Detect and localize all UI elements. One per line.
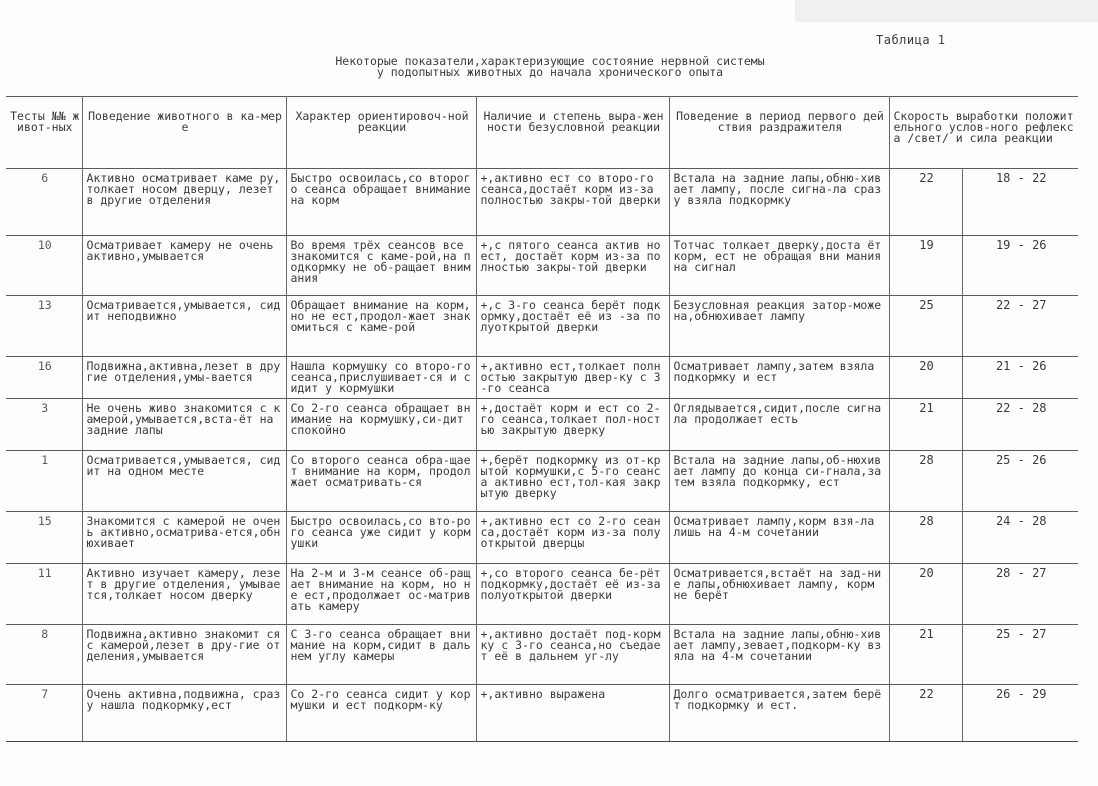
- cell-unconditioned: +,активно выражена: [476, 685, 669, 742]
- cell-first-stimulus: Безусловная реакция затор-можена,обнюхивает лампу: [669, 296, 889, 357]
- cell-force: 22 - 28: [962, 398, 1078, 450]
- cell-unconditioned: +,активно ест со 2-го сеанса,достаёт корм из-за полуоткрытой дверцы: [476, 511, 669, 563]
- header-speed: Скорость выработки положительного услов-ного рефлекса /свет/ и сила реакции: [889, 97, 1078, 169]
- cell-orientation: Со 2-го сеанса обращает внимание на кормушку,си-дит спокойно: [286, 398, 476, 450]
- row-id: 15: [6, 511, 82, 563]
- table-row: [6, 624, 1078, 685]
- cell-first-stimulus: Встала на задние лапы,об-нюхивает лампу до конца си-гнала,затем взяла подкормку, ест: [669, 451, 889, 512]
- cell-speed: 21: [889, 624, 962, 685]
- cell-force: 22 - 27: [962, 296, 1078, 357]
- cell-force: 21 - 26: [962, 356, 1078, 398]
- row-id: 16: [6, 356, 82, 398]
- cell-first-stimulus: Оглядывается,сидит,после сигнала продолжает есть: [669, 398, 889, 450]
- cell-first-stimulus: Осматривает лампу,корм взя-ла лишь на 4-м сочетании: [669, 511, 889, 563]
- table-row: [6, 169, 1078, 236]
- header-unconditioned: Наличие и степень выра-женности безусловной реакции: [476, 97, 669, 169]
- cell-first-stimulus: Встала на задние лапы,обню-хивает лампу,зевает,подкорм-ку взяла на 4-м сочетании: [669, 624, 889, 685]
- cell-force: 24 - 28: [962, 511, 1078, 563]
- cell-unconditioned: +,достаёт корм и ест со 2-го сеанса,толкает пол-ностью закрытую дверку: [476, 398, 669, 450]
- row-id: 1: [6, 451, 82, 512]
- cell-speed: 20: [889, 564, 962, 625]
- table-row: [6, 356, 1078, 398]
- cell-orientation: Со 2-го сеанса сидит у кормушки и ест подкорм-ку: [286, 685, 476, 742]
- cell-first-stimulus: Встала на задние лапы,обню-хивает лампу, после сигна-ла сразу взяла подкормку: [669, 169, 889, 236]
- cell-behavior: Не очень живо знакомится с камерой,умывается,вста-ёт на задние лапы: [82, 398, 286, 450]
- caption-line-2: у подопытных животных до начала хронического опыта: [376, 65, 724, 79]
- cell-unconditioned: +,активно достаёт под-кормку с 3-го сеанса,но съедает её в дальнем уг-лу: [476, 624, 669, 685]
- header-tests: Тесты №№ живот-ных: [6, 97, 82, 169]
- data-table: [6, 96, 1078, 742]
- cell-force: 25 - 26: [962, 451, 1078, 512]
- cell-unconditioned: +,активно ест со второ-го сеанса,достаёт корм из-за полностью закры-той дверки: [476, 169, 669, 236]
- cell-speed: 19: [889, 235, 962, 296]
- cell-first-stimulus: Осматривается,встаёт на зад-ние лапы,обнюхивает лампу, корм не берёт: [669, 564, 889, 625]
- cell-orientation: Обращает внимание на корм,но не ест,продол-жает знакомиться с каме-рой: [286, 296, 476, 357]
- cell-speed: 22: [889, 169, 962, 236]
- header-orientation: Характер ориентировоч-ной реакции: [286, 97, 476, 169]
- cell-orientation: На 2-м и 3-м сеансе об-ращает внимание на корм, но не ест,продолжает ос-матривать камеру: [286, 564, 476, 625]
- cell-speed: 28: [889, 451, 962, 512]
- header-behavior: Поведение животного в ка-мере: [82, 97, 286, 169]
- cell-speed: 22: [889, 685, 962, 742]
- scan-margin: [795, 0, 1098, 22]
- cell-behavior: Подвижна,активна,лезет в другие отделения,умы-вается: [82, 356, 286, 398]
- cell-behavior: Осматривается,умывается, сидит на одном месте: [82, 451, 286, 512]
- row-id: 11: [6, 564, 82, 625]
- row-id: 10: [6, 235, 82, 296]
- cell-speed: 25: [889, 296, 962, 357]
- row-id: 8: [6, 624, 82, 685]
- cell-orientation: Нашла кормушку со второ-го сеанса,прислушивает-ся и сидит у кормушки: [286, 356, 476, 398]
- cell-unconditioned: +,берёт подкормку из от-крытой кормушки,с 5-го сеанса активно ест,тол-кая закрытую дверку: [476, 451, 669, 512]
- row-id: 7: [6, 685, 82, 742]
- table-row: [6, 398, 1078, 450]
- cell-behavior: Осматривает камеру не очень активно,умывается: [82, 235, 286, 296]
- table-number: Таблица 1: [876, 33, 946, 47]
- cell-unconditioned: +,с 3-го сеанса берёт подкормку,достаёт её из -за полуоткрытой дверки: [476, 296, 669, 357]
- cell-force: 26 - 29: [962, 685, 1078, 742]
- cell-behavior: Знакомится с камерой не очень активно,осматрива-ется,обнюхивает: [82, 511, 286, 563]
- cell-speed: 20: [889, 356, 962, 398]
- cell-orientation: Быстро освоилась,со вто-рого сеанса уже сидит у кормушки: [286, 511, 476, 563]
- cell-speed: 21: [889, 398, 962, 450]
- row-id: 6: [6, 169, 82, 236]
- table-body: [6, 169, 1078, 742]
- table-row: [6, 564, 1078, 625]
- cell-orientation: Со второго сеанса обра-щает внимание на корм, продолжает осматривать-ся: [286, 451, 476, 512]
- cell-unconditioned: +,со второго сеанса бе-рёт подкормку,достаёт её из-за полуоткрытой дверки: [476, 564, 669, 625]
- cell-first-stimulus: Долго осматривается,затем берёт подкормку и ест.: [669, 685, 889, 742]
- header-first-stimulus: Поведение в период первого действия раздражителя: [669, 97, 889, 169]
- cell-unconditioned: +,с пятого сеанса актив но ест, достаёт корм из-за полностью закры-той дверки: [476, 235, 669, 296]
- caption-line-1: Некоторые показатели,характеризующие состояние нервной системы: [335, 54, 765, 68]
- table-row: [6, 235, 1078, 296]
- cell-orientation: С 3-го сеанса обращает внимание на корм,сидит в дальнем углу камеры: [286, 624, 476, 685]
- cell-orientation: Во время трёх сеансов все знакомится с каме-рой,на подкормку не об-ращает внимания: [286, 235, 476, 296]
- cell-first-stimulus: Осматривает лампу,затем взяла подкормку и ест: [669, 356, 889, 398]
- cell-behavior: Очень активна,подвижна, сразу нашла подкормку,ест: [82, 685, 286, 742]
- table-row: [6, 511, 1078, 563]
- cell-behavior: Активно осматривает каме ру,толкает носом дверцу, лезет в другие отделения: [82, 169, 286, 236]
- cell-unconditioned: +,активно ест,толкает полностью закрытую двер-ку с 3-го сеанса: [476, 356, 669, 398]
- header-row: [6, 97, 1078, 169]
- cell-force: 28 - 27: [962, 564, 1078, 625]
- cell-force: 18 - 22: [962, 169, 1078, 236]
- row-id: 13: [6, 296, 82, 357]
- cell-behavior: Осматривается,умывается, сидит неподвижно: [82, 296, 286, 357]
- cell-first-stimulus: Тотчас толкает дверку,доста ёт корм, ест не обращая вни мания на сигнал: [669, 235, 889, 296]
- table-row: [6, 685, 1078, 742]
- row-id: 3: [6, 398, 82, 450]
- cell-behavior: Активно изучает камеру, лезет в другие отделения, умывается,толкает носом дверку: [82, 564, 286, 625]
- table-row: [6, 296, 1078, 357]
- table-row: [6, 451, 1078, 512]
- cell-force: 25 - 27: [962, 624, 1078, 685]
- table-caption: [250, 56, 850, 78]
- cell-force: 19 - 26: [962, 235, 1078, 296]
- cell-speed: 28: [889, 511, 962, 563]
- cell-orientation: Быстро освоилась,со второго сеанса обращает внимание на корм: [286, 169, 476, 236]
- cell-behavior: Подвижна,активно знакомит ся с камерой,лезет в дру-гие отделения,умывается: [82, 624, 286, 685]
